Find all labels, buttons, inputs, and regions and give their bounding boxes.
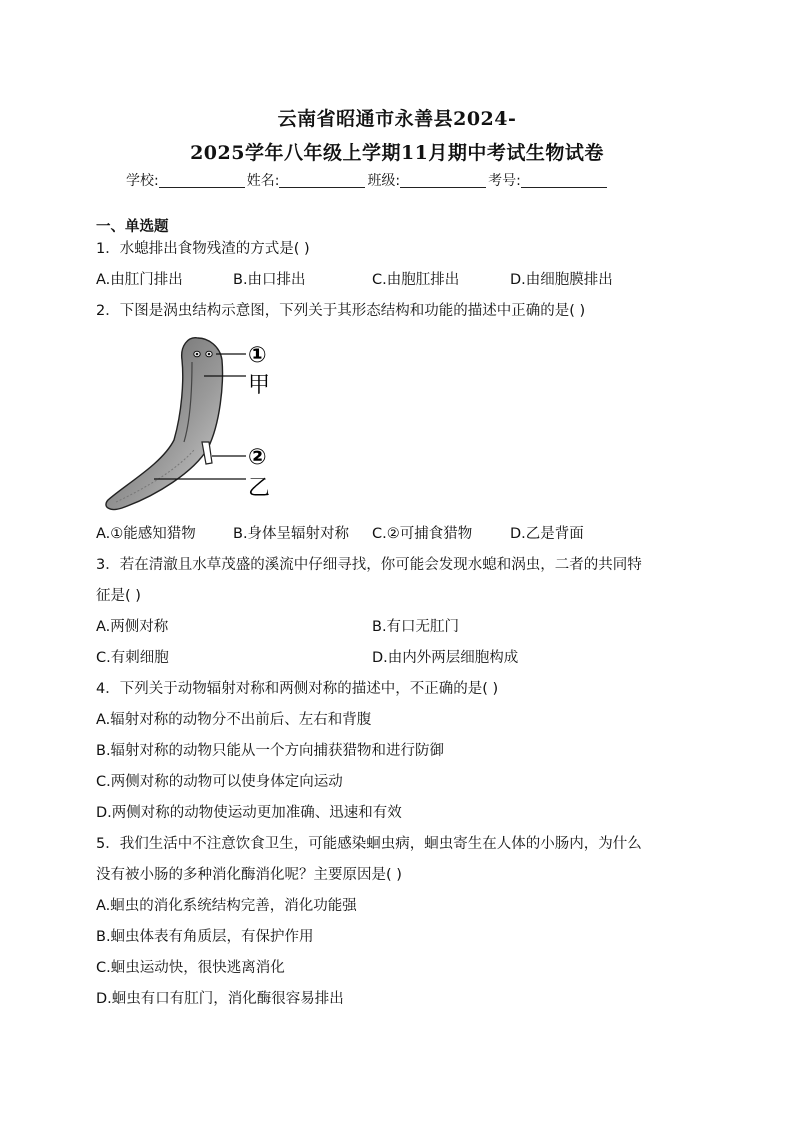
question-2-option-b[interactable]: B.身体呈辐射对称 <box>233 526 350 542</box>
question-3-option-c[interactable]: C.有刺细胞 <box>96 650 169 666</box>
question-1-option-b[interactable]: B.由口排出 <box>233 272 306 288</box>
question-1-stem: 1．水螅排出食物残渣的方式是( ) <box>96 241 310 257</box>
question-4-stem: 4．下列关于动物辐射对称和两侧对称的描述中，不正确的是( ) <box>96 681 499 697</box>
name-label: 姓名: <box>246 173 280 189</box>
question-5-option-c[interactable]: C.蛔虫运动快，很快逃离消化 <box>96 960 285 976</box>
section-title: 一、单选题 <box>96 219 169 235</box>
question-5-option-b[interactable]: B.蛔虫体表有角质层，有保护作用 <box>96 929 314 945</box>
exam-title-line2: 2025学年八年级上学期11月期中考试生物试卷 <box>190 142 604 164</box>
planarian-figure <box>96 332 286 517</box>
number-blank[interactable] <box>521 173 607 188</box>
question-2-option-a[interactable]: A.①能感知猎物 <box>96 526 196 542</box>
question-3-option-a[interactable]: A.两侧对称 <box>96 619 169 635</box>
class-label: 班级: <box>367 173 401 189</box>
question-1-option-a[interactable]: A.由肛门排出 <box>96 272 183 288</box>
school-label: 学校: <box>126 173 159 189</box>
pharynx-shape <box>202 442 212 464</box>
question-3-option-b[interactable]: B.有口无肛门 <box>372 619 460 635</box>
figure-label-jia: 甲 <box>248 373 271 398</box>
question-3-stem-line1: 3．若在清澈且水草茂盛的溪流中仔细寻找，你可能会发现水螅和涡虫，二者的共同特 <box>96 557 642 573</box>
question-5-option-a[interactable]: A.蛔虫的消化系统结构完善，消化功能强 <box>96 898 357 914</box>
school-blank[interactable] <box>159 173 245 188</box>
figure-label-yi: 乙 <box>248 476 271 501</box>
student-info-row <box>126 170 609 190</box>
question-4-option-a[interactable]: A.辐射对称的动物分不出前后、左右和背腹 <box>96 712 372 728</box>
question-5-stem-line1: 5．我们生活中不注意饮食卫生，可能感染蛔虫病，蛔虫寄生在人体的小肠内，为什么 <box>96 836 642 852</box>
question-5-option-d[interactable]: D.蛔虫有口有肛门，消化酶很容易排出 <box>96 991 344 1007</box>
question-4-option-c[interactable]: C.两侧对称的动物可以使身体定向运动 <box>96 774 343 790</box>
question-4-option-d[interactable]: D.两侧对称的动物使运动更加准确、迅速和有效 <box>96 805 402 821</box>
figure-label-2: ② <box>248 445 267 470</box>
question-5-stem-line2: 没有被小肠的多种消化酶消化呢？主要原因是( ) <box>96 867 402 883</box>
question-2-stem: 2．下图是涡虫结构示意图，下列关于其形态结构和功能的描述中正确的是( ) <box>96 303 586 319</box>
question-3-stem-line2: 征是( ) <box>96 588 141 604</box>
number-label: 考号: <box>488 173 521 189</box>
question-3-option-d[interactable]: D.由内外两层细胞构成 <box>372 650 519 666</box>
question-1-option-d[interactable]: D.由细胞膜排出 <box>510 272 613 288</box>
question-1-option-c[interactable]: C.由胞肛排出 <box>372 272 460 288</box>
exam-title-line1: 云南省昭通市永善县2024- <box>277 108 517 130</box>
name-blank[interactable] <box>279 173 365 188</box>
question-4-option-b[interactable]: B.辐射对称的动物只能从一个方向捕获猎物和进行防御 <box>96 743 445 759</box>
question-2-option-d[interactable]: D.乙是背面 <box>510 526 584 542</box>
figure-label-1: ① <box>248 343 267 368</box>
question-2-option-c[interactable]: C.②可捕食猎物 <box>372 526 473 542</box>
class-blank[interactable] <box>400 173 486 188</box>
planarian-body <box>106 338 223 510</box>
